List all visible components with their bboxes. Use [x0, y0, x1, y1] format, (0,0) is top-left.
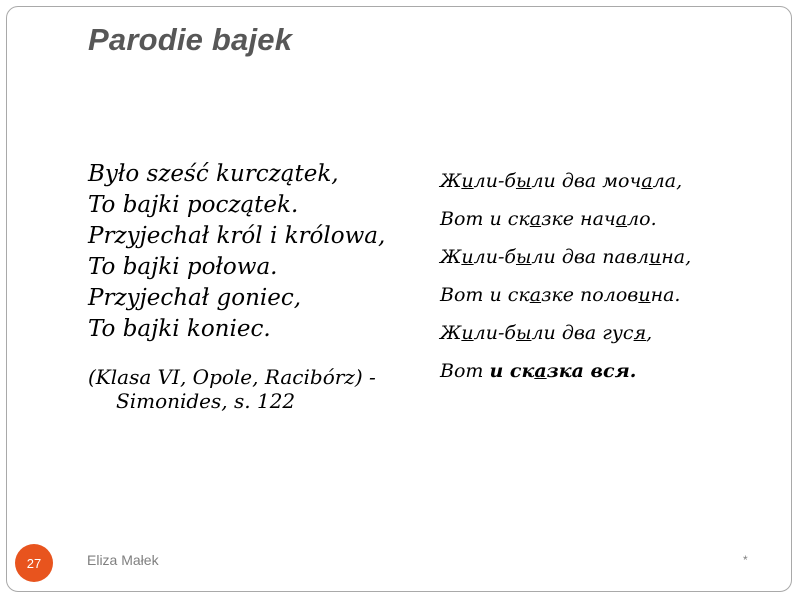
poem-segment: на.	[650, 284, 681, 306]
author-name: Eliza Małek	[87, 552, 159, 568]
slide-title: Parodie bajek	[88, 22, 293, 57]
poem-segment: а	[615, 208, 628, 230]
poem-line: To bajki koniec.	[88, 316, 271, 342]
poem-segment: зке нач	[541, 208, 616, 230]
poem-segment: Вот	[440, 360, 490, 382]
poem-segment: Ж	[440, 170, 462, 192]
poem-segment: на,	[661, 246, 692, 268]
poem-segment: я	[633, 322, 647, 344]
poem-segment: зке полов	[541, 284, 639, 306]
poem-line: Przyjechał król i królowa,	[88, 223, 386, 249]
poem-line	[440, 245, 780, 283]
poem-segment: и	[461, 170, 474, 192]
poem-segment: и	[649, 246, 662, 268]
poem-line	[440, 359, 780, 397]
poem-segment: а	[641, 170, 653, 192]
poem-segment: ла,	[652, 170, 683, 192]
polish-poem	[88, 160, 408, 433]
poem-segment: Вот и ск	[440, 284, 530, 306]
poem-segment: и	[638, 284, 651, 306]
poem-line	[440, 169, 780, 207]
poem-segment: ли-б	[473, 246, 516, 268]
poem-segment: ли два павл	[531, 246, 650, 268]
poem-segment: Вот и ск	[440, 208, 530, 230]
poem-segment: и	[461, 246, 474, 268]
footer-marker: *	[743, 553, 748, 567]
poem-segment: ,	[646, 322, 653, 344]
poem-segment: а	[529, 208, 542, 230]
poem-segment: ли два моч	[531, 170, 642, 192]
poem-line	[440, 321, 780, 359]
russian-poem	[440, 169, 780, 397]
poem-line: To bajki połowa.	[88, 254, 278, 280]
poem-segment: Ж	[440, 246, 462, 268]
poem-source: (Klasa VI, Opole, Racibórz) - Simonides, s. 122	[88, 365, 376, 413]
poem-segment: ли-б	[473, 322, 516, 344]
poem-line	[440, 283, 780, 321]
poem-line: To bajki początek.	[88, 192, 299, 218]
poem-line	[440, 207, 780, 245]
poem-segment: Ж	[440, 322, 462, 344]
poem-segment: ы	[515, 170, 532, 192]
poem-segment: ы	[515, 322, 532, 344]
poem-segment: а	[529, 284, 542, 306]
poem-segment: зка вся.	[546, 360, 637, 382]
poem-segment: ло.	[627, 208, 657, 230]
poem-segment: ли-б	[473, 170, 516, 192]
poem-segment: и ск	[489, 360, 535, 382]
poem-segment: ли два гус	[531, 322, 634, 344]
poem-segment: и	[461, 322, 474, 344]
page-number-badge: 27	[15, 544, 53, 582]
poem-line: Przyjechał goniec,	[88, 285, 302, 311]
poem-line: Było sześć kurczątek,	[88, 161, 339, 187]
poem-segment: а	[534, 360, 547, 382]
poem-segment: ы	[515, 246, 532, 268]
